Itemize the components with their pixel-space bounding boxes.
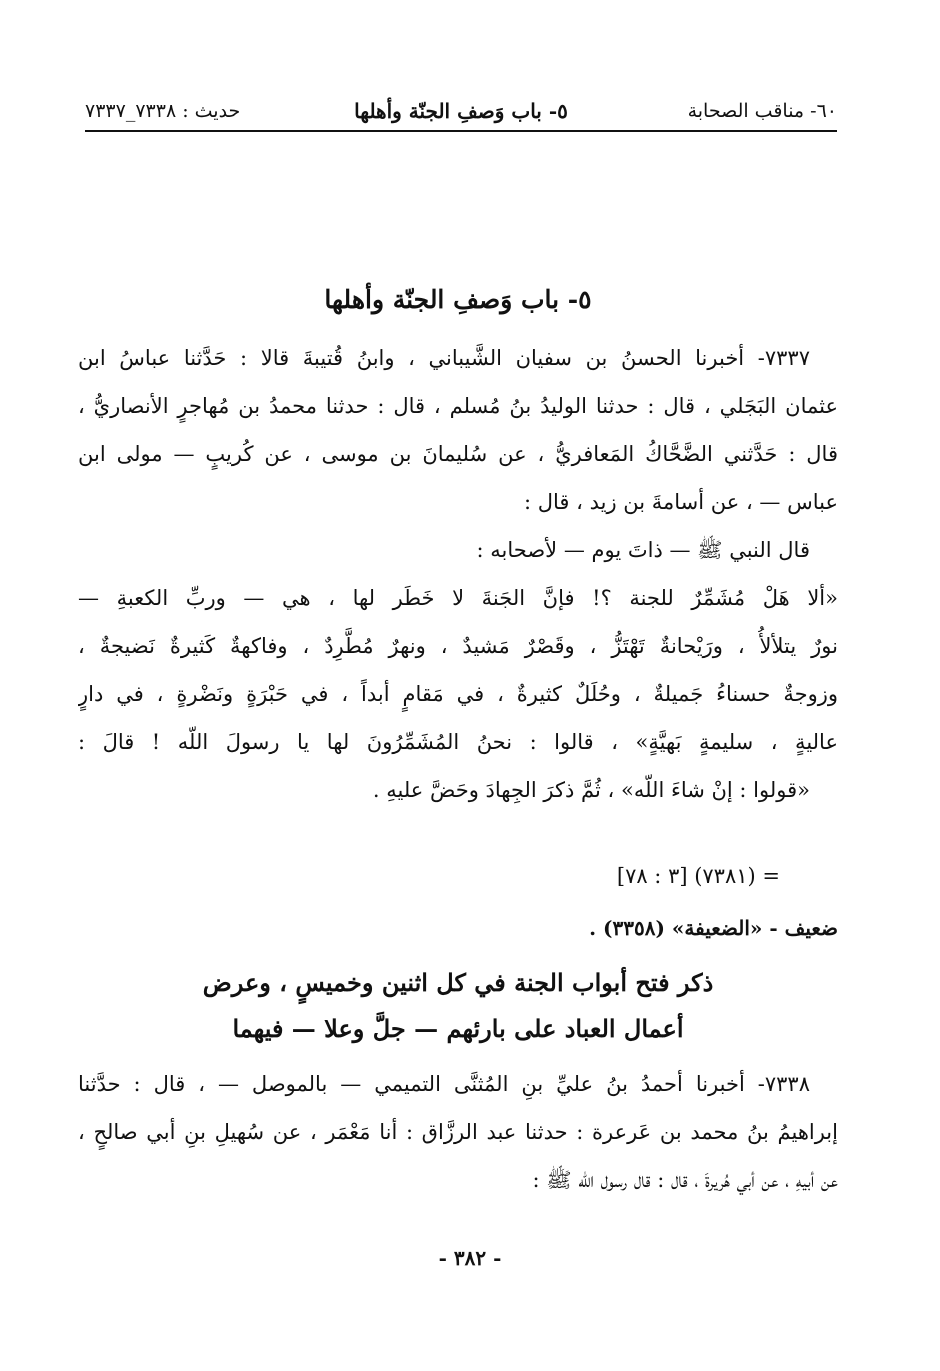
hadith-7338-isnad: [78, 1060, 838, 1204]
matn-line: عاليةٍ ، سليمةٍ بَهيَّةٍ» ، قالوا : نحنُ المُشَمِّرُونَ لها يا رسولَ اللّه ! قالَ :: [78, 730, 838, 754]
isnad-line: قال : حَدَّثني الضَّحَّاكُ المَعافريُّ ، عن سُليمانَ بن موسى ، عن كُريبٍ — مولى ابن: [78, 442, 838, 466]
isnad-line: إبراهيمُ بنُ محمد بن عَرعرة : حدثنا عبد الرزَّاق : أنا مَعْمَر ، عن سُهيلِ بنِ أبي صالحٍ ،: [78, 1120, 838, 1144]
section-heading-line: أعمال العباد على بارئهم — جلَّ وعلا — فيهما: [232, 1014, 684, 1043]
matn-line: نورٌ يتلألأُ ، ورَيْحانةٌ تَهْتَزُّ ، وقَصْرٌ مَشيدٌ ، ونهرٌ مُطَّرِدٌ ، وفاكهةٌ كَثيرةٌ نَضيجةٌ ،: [78, 634, 838, 658]
page-number: - ٣٨٢ -: [438, 1246, 502, 1270]
isnad-line: عن أبيهِ ، عن أبي هُريرةَ ، قال : قال رسول اللّه ﷺ :: [532, 1168, 838, 1192]
header-rule: [85, 130, 837, 132]
isnad-line: ٧٣٣٨- أخبرنا أحمدُ بنُ عليِّ بنِ المُثنَّى التميمي — بالموصل — ، قال : حدَّثنا: [78, 1072, 810, 1096]
narration-intro: قال النبي ﷺ — ذاتَ يوم — لأصحابه :: [476, 538, 810, 562]
matn-closing: «قولوا : إنْ شاءَ اللّه» ، ثُمَّ ذكرَ الجِهادَ وحَضَّ عليهِ .: [372, 778, 810, 802]
hadith-7337-isnad: [78, 334, 838, 814]
isnad-line: ٧٣٣٧- أخبرنا الحسنُ بن سفيان الشَّيباني ، وابنُ قُتيبةَ قالا : حَدَّثنا عباسُ ابن: [78, 346, 810, 370]
running-header: [85, 96, 837, 130]
hadith-grade: ضعيف - «الضعيفة» (٣٣٥٨) .: [589, 916, 838, 940]
matn-line: وزوجةٌ حسناءُ جَميلةٌ ، وحُلَلٌ كثيرةٌ ، في مَقامٍ أبداً ، في حَبْرَةٍ ونَضْرةٍ ، في دارٍ: [78, 682, 838, 706]
header-hadith-range: حديث : ٧٣٣٨_٧٣٣٧: [85, 100, 241, 122]
section-heading-line: ذكر فتح أبواب الجنة في كل اثنين وخميسٍ ، وعرض: [202, 968, 714, 997]
cross-reference: = (٧٣٨١) [٣ : ٧٨]: [616, 864, 780, 888]
header-book-title: ٦٠- مناقب الصحابة: [687, 100, 837, 122]
matn-line: «ألا هَلْ مُشَمِّرٌ للجنة ؟! فإنَّ الجَنةَ لا خَطَر لها ، هي — وربِّ الكعبةِ —: [78, 586, 838, 610]
isnad-line: عثمان البَجَلي ، قال : حدثنا الوليدُ بنُ مُسلم ، قال : حدثنا محمدُ بن مُهاجرٍ الأنصاريُّ ،: [78, 394, 838, 418]
chapter-title: ٥- باب وَصفِ الجنّة وأهلها: [324, 285, 592, 314]
header-chapter-title: ٥- باب وَصفِ الجنّة وأهلها: [354, 99, 568, 123]
section-heading: [78, 960, 838, 1052]
isnad-line: عباس — ، عن أسامةَ بن زيد ، قال :: [524, 490, 838, 514]
